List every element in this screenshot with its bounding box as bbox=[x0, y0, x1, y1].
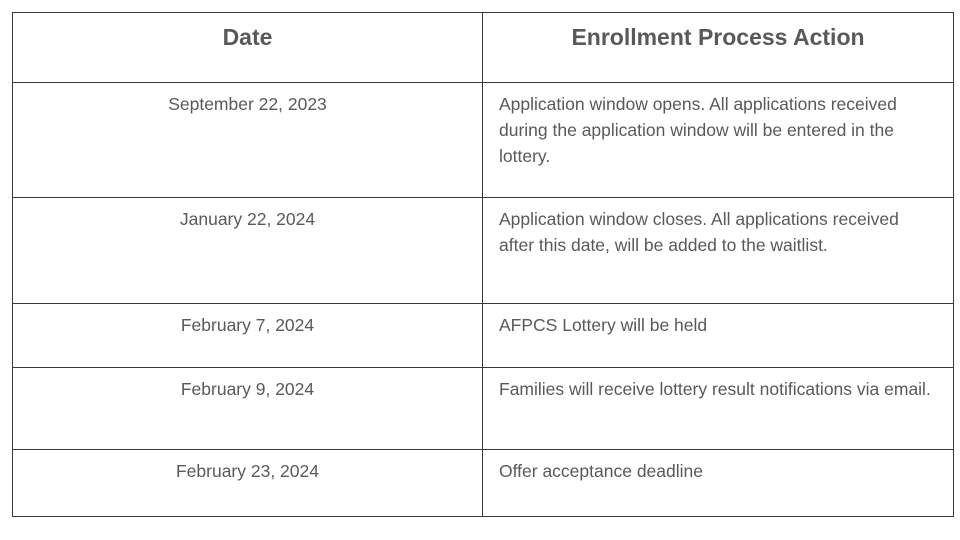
enrollment-schedule-table bbox=[12, 12, 954, 517]
header-enrollment-action: Enrollment Process Action bbox=[483, 13, 954, 83]
table-header-row bbox=[13, 13, 954, 83]
table-row bbox=[13, 368, 954, 450]
table-row bbox=[13, 83, 954, 198]
row-date: September 22, 2023 bbox=[13, 83, 483, 198]
row-date: February 7, 2024 bbox=[13, 304, 483, 368]
table-row bbox=[13, 304, 954, 368]
table-row bbox=[13, 198, 954, 304]
table-row bbox=[13, 450, 954, 517]
row-action: Application window opens. All applications received during the application window will be entered in the lottery. bbox=[483, 83, 954, 198]
row-action: Families will receive lottery result notifications via email. bbox=[483, 368, 954, 450]
row-date: January 22, 2024 bbox=[13, 198, 483, 304]
row-date: February 23, 2024 bbox=[13, 450, 483, 517]
header-date: Date bbox=[13, 13, 483, 83]
row-action: AFPCS Lottery will be held bbox=[483, 304, 954, 368]
row-date: February 9, 2024 bbox=[13, 368, 483, 450]
row-action: Application window closes. All applications received after this date, will be added to the waitlist. bbox=[483, 198, 954, 304]
row-action: Offer acceptance deadline bbox=[483, 450, 954, 517]
